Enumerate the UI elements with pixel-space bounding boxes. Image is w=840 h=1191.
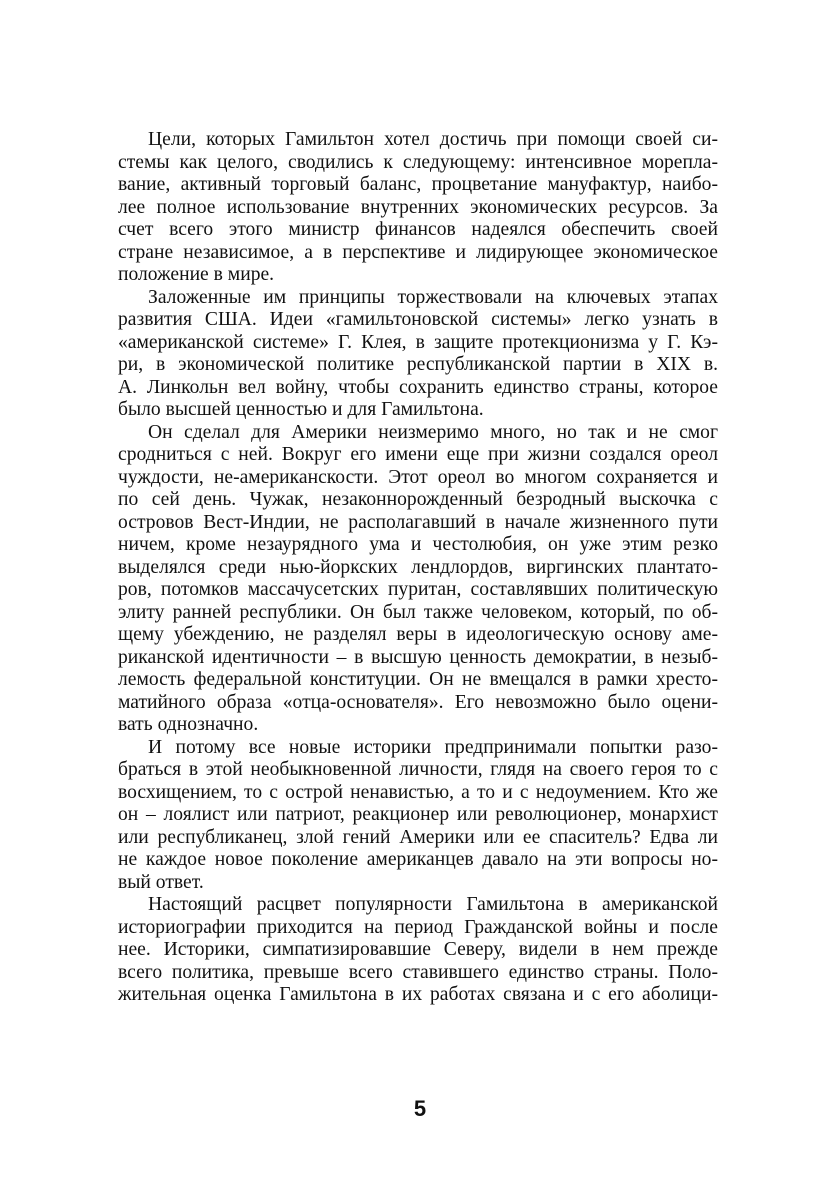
text-line: нее. Историки, симпатизировавшие Северу, видели в нем прежде <box>118 939 718 960</box>
text-line: матийного образа «отца-основателя». Его невозможно было оцени- <box>118 691 718 713</box>
text-line: или республиканец, злой гений Америки или ее спаситель? Едва ли <box>118 826 718 848</box>
paragraph <box>118 894 718 1007</box>
text-line: лемость федеральной конституции. Он не вмещался в рамки хресто- <box>118 669 718 690</box>
text-line: не каждое новое поколение американцев давало на эти вопросы но- <box>118 849 718 870</box>
text-line: островов Вест-Индии, не располагавший в начале жизненного пути <box>118 511 718 533</box>
text-line: счет всего этого министр финансов надеялся обеспечить своей <box>118 219 718 240</box>
text-line: стемы как целого, сводились к следующему: интенсивное морепла- <box>118 151 718 173</box>
text-line: ничем, кроме незаурядного ума и честолюбия, он уже этим резко <box>118 534 718 555</box>
text-line: вый ответ. <box>118 871 204 893</box>
text-line: стране независимое, а в перспективе и лидирующее экономическое <box>118 241 718 263</box>
text-line: по сей день. Чужак, незаконнорожденный безродный выскочка с <box>118 489 718 510</box>
text-line: ри, в экономической политике республиканской партии в XIX в. <box>118 354 718 375</box>
text-line: Настоящий расцвет популярности Гамильтона в американской <box>148 894 718 915</box>
text-line: Заложенные им принципы торжествовали на ключевых этапах <box>148 286 718 308</box>
text-line: «американской системе» Г. Клея, в защите протекционизма у Г. Кэ- <box>118 331 718 353</box>
text-line: выделялся среди нью-йоркских лендлордов, виргинских плантато- <box>118 556 718 578</box>
paragraph <box>118 287 718 422</box>
text-line: было высшей ценностью и для Гамильтона. <box>118 399 484 420</box>
text-line: всего политика, превыше всего ставившего единство страны. Поло- <box>118 961 718 983</box>
text-line: положение в мире. <box>118 264 275 285</box>
text-line: Цели, которых Гамильтон хотел достичь при помощи своей си- <box>148 129 718 150</box>
text-line: вание, активный торговый баланс, процветание мануфактур, наибо- <box>118 174 718 195</box>
text-line: чуждости, не-американскости. Этот ореол во многом сохраняется и <box>118 466 718 488</box>
paragraph <box>118 129 718 287</box>
text-line: Он сделал для Америки неизмеримо много, но так и не смог <box>148 421 718 443</box>
text-line: жительная оценка Гамильтона в их работах связана и с его аболици- <box>118 984 718 1005</box>
text-line: лее полное использование внутренних экономических ресурсов. За <box>118 196 718 218</box>
text-line: риканской идентичности – в высшую ценность демократии, в незыб- <box>118 646 718 668</box>
text-line: И потому все новые историки предпринимали попытки разо- <box>148 736 718 758</box>
text-line: А. Линкольн вел войну, чтобы сохранить единство страны, которое <box>118 376 718 398</box>
text-line: историографии приходится на период Гражданской войны и после <box>118 916 718 938</box>
text-line: он – лоялист или патриот, реакционер или революционер, монархист <box>118 804 718 825</box>
text-line: щему убеждению, не разделял веры в идеологическую основу аме- <box>118 624 718 645</box>
text-line: ров, потомков массачусетских пуритан, составлявших политическую <box>118 579 718 600</box>
paragraph <box>118 737 718 895</box>
paragraph <box>118 422 718 737</box>
body-text <box>118 129 718 1007</box>
text-line: браться в этой необыкновенной личности, глядя на своего героя то с <box>118 759 718 780</box>
page-number: 5 <box>413 1096 427 1121</box>
text-line: восхищением, то с острой ненавистью, а то и с недоумением. Кто же <box>118 781 718 803</box>
text-line: сродниться с ней. Вокруг его имени еще при жизни создался ореол <box>118 444 718 465</box>
text-line: вать однозначно. <box>118 714 259 735</box>
text-line: развития США. Идеи «гамильтоновской системы» легко узнать в <box>118 309 718 330</box>
text-line: элиту ранней республики. Он был также человеком, который, по об- <box>118 601 718 623</box>
